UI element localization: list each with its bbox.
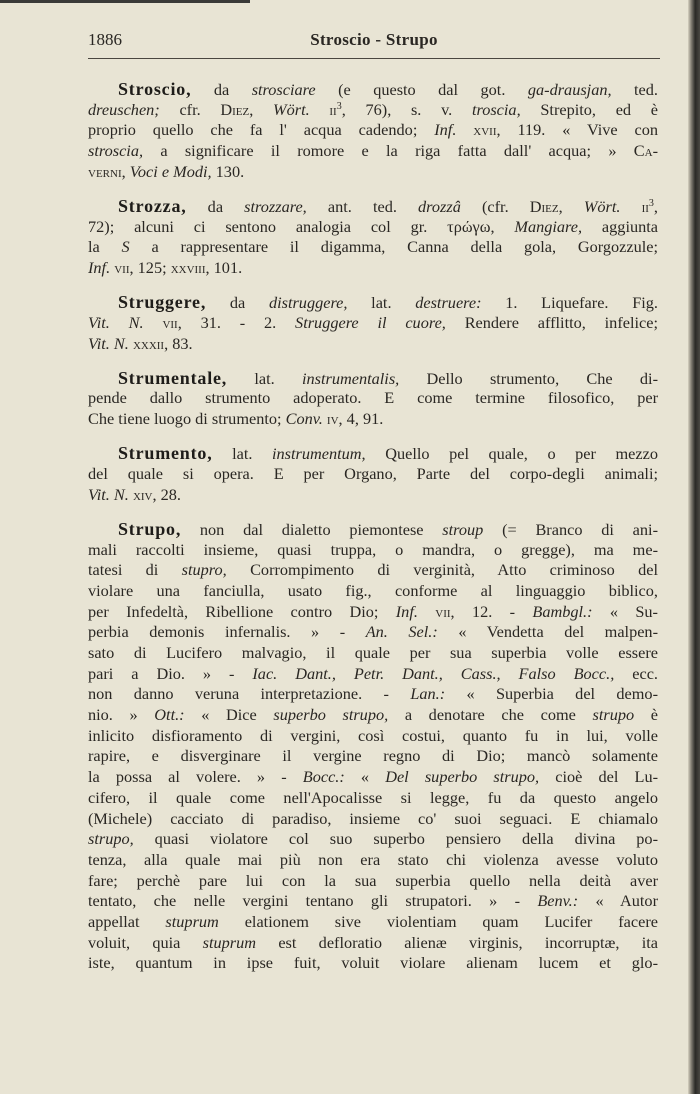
- entry-headword: Strupo,: [118, 518, 182, 539]
- text-line: [88, 850, 658, 871]
- italic-text: Inf.: [88, 258, 111, 277]
- text-line: [88, 443, 658, 464]
- text-run: la: [88, 237, 122, 257]
- italic-text: strupo: [592, 705, 635, 725]
- text-run: Quello pel quale, o per mezzo: [365, 444, 658, 464]
- text-run: rapire, e disverginare il vergine regno di Dio; mancò solamente: [88, 746, 658, 766]
- entry-headword: Strozza,: [118, 195, 187, 216]
- text-run: , 31. - 2.: [177, 312, 296, 332]
- text-run: cifero, il quale come nell'Apocalisse si legge, fu da questo angelo: [88, 787, 658, 807]
- entry-headword: Strumentale,: [118, 367, 228, 388]
- italic-text: Ott.:: [154, 705, 185, 725]
- text-run: a denotare che come: [388, 705, 593, 725]
- small-caps-text: iv: [326, 409, 339, 429]
- italic-text: Vit. N.: [88, 333, 129, 353]
- text-run: 1. Liquefare. Fig.: [481, 293, 658, 313]
- entry-strupo: [88, 519, 658, 974]
- text-line: [88, 684, 658, 705]
- small-caps-text: xxviii: [170, 258, 206, 277]
- scan-edge-mark: [0, 0, 250, 3]
- text-run: , 119. « Vive con: [496, 120, 658, 140]
- text-run: inlicito disfioramento di vergini, così costui, quanto fu in lui, volle: [88, 725, 658, 745]
- italic-text: Benv.:: [537, 891, 579, 911]
- italic-text: distruggere,: [268, 293, 348, 313]
- text-run: Dello strumento, Che di-: [399, 368, 658, 388]
- text-line: [88, 79, 658, 100]
- italic-text: Wört.: [273, 99, 310, 119]
- italic-text: Voci e Modi,: [129, 161, 212, 181]
- text-run: appellat: [88, 911, 166, 931]
- italic-text: destruere:: [415, 293, 482, 313]
- text-line: [88, 953, 658, 974]
- text-run: «: [344, 767, 386, 787]
- text-run: tentato, che nelle vergini tentano gli strupatori. » -: [88, 891, 538, 911]
- small-caps-text: Diez: [529, 196, 559, 216]
- text-run: (cfr.: [460, 196, 530, 216]
- entry-stroscio: [88, 79, 658, 182]
- text-line: [88, 162, 658, 183]
- text-run: pende dallo strumento adoperato. E come termine filosofico, per: [88, 388, 658, 408]
- small-caps-text: vii: [435, 601, 451, 621]
- entry-struggere: [88, 292, 658, 354]
- italic-text: instrumentum,: [272, 444, 366, 464]
- italic-text: troscia,: [471, 99, 521, 119]
- text-line: [88, 217, 658, 238]
- text-run: [144, 313, 163, 332]
- text-run: Che tiene luogo di strumento;: [88, 409, 286, 429]
- italic-text: instrumentalis,: [301, 368, 400, 388]
- text-line: [88, 313, 658, 334]
- text-line: [88, 368, 658, 389]
- text-run: lat.: [227, 368, 302, 388]
- small-caps-text: vii: [162, 312, 178, 332]
- text-run: mali raccolti insieme, quasi truppa, o mandra, o gregge), ma me-: [88, 539, 658, 559]
- text-line: [88, 485, 658, 506]
- text-line: [88, 100, 658, 121]
- text-run: (Michele) cacciato di paradiso, insieme co' suoi seguaci. E chiamalo: [88, 808, 658, 828]
- text-run: « Superbia del demo-: [445, 684, 658, 704]
- text-run: ecc.: [614, 663, 658, 683]
- text-run: per Infedeltà, Ribellione contro Dio;: [88, 601, 396, 621]
- small-caps-text: ii: [329, 99, 337, 119]
- text-run: fare; perchè pare lui con la sua superbia quello nella deità aver: [88, 870, 658, 890]
- text-run: [456, 120, 473, 139]
- text-line: [88, 388, 658, 409]
- text-line: [88, 464, 658, 485]
- italic-text: S: [121, 237, 130, 257]
- page-number: 1886: [88, 30, 122, 49]
- text-run: , 28.: [152, 484, 181, 504]
- text-run: da: [186, 196, 245, 216]
- text-run: 72); alcuni ci sentono analogia col gr. τρώγω,: [88, 216, 515, 236]
- small-caps-text: Diez: [220, 99, 250, 119]
- small-caps-text: vii: [114, 258, 130, 277]
- italic-text: stuprum: [202, 932, 257, 952]
- text-run: (e questo dal got.: [315, 80, 528, 99]
- text-line: [88, 622, 658, 643]
- text-run: voluit, quia: [88, 932, 203, 952]
- small-caps-text: xiv: [132, 484, 153, 504]
- small-caps-text: ii: [641, 196, 649, 216]
- italic-text: superbo strupo,: [273, 705, 389, 725]
- text-line: [88, 726, 658, 747]
- italic-text: Bocc.:: [302, 767, 345, 787]
- text-run: est defloratio alienæ virginis, incorruptæ, ita: [256, 932, 658, 952]
- text-run: lat.: [347, 293, 416, 313]
- text-run: (= Branco di ani-: [483, 519, 658, 539]
- text-run: « Autor: [578, 891, 658, 911]
- text-run: la possa al volere. » -: [88, 767, 303, 787]
- book-binding-edge: [688, 0, 700, 1094]
- italic-text: ga-drausjan,: [527, 80, 612, 99]
- text-run: è: [634, 705, 658, 725]
- text-run: cioè del Lu-: [539, 767, 658, 787]
- text-run: Rendere afflitto, infelice;: [445, 312, 658, 332]
- header-rule: [88, 58, 660, 59]
- text-run: [418, 602, 435, 621]
- italic-text: strupo,: [88, 829, 134, 849]
- dictionary-entries: [88, 79, 658, 988]
- text-run: ,: [121, 161, 130, 181]
- text-run: [620, 197, 641, 216]
- text-line: [88, 664, 658, 685]
- text-run: da: [191, 80, 252, 99]
- text-line: [88, 933, 658, 954]
- text-run: sato di Lucifero malvagio, il quale per sua superbia volle essere: [88, 643, 658, 662]
- entry-strozza: [88, 196, 658, 279]
- entry-strumento: [88, 443, 658, 505]
- text-run: aggiunta: [582, 216, 658, 236]
- small-caps-text: verni: [88, 161, 122, 181]
- text-line: [88, 196, 658, 217]
- text-run: del quale si opera. E per Organo, Parte del corpo-degli animali;: [88, 464, 658, 483]
- italic-text: Iac. Dant., Petr. Dant., Cass., Falso Bocc.,: [252, 663, 615, 683]
- italic-text: Lan.:: [410, 684, 446, 704]
- text-run: Strepito, ed è: [520, 99, 658, 119]
- italic-text: Conv.: [285, 409, 323, 429]
- text-run: elationem sive violentiam quam Lucifer facere: [218, 911, 658, 931]
- text-line: [88, 258, 658, 279]
- italic-text: Bambgl.:: [532, 601, 593, 621]
- text-line: [88, 809, 658, 830]
- italic-text: stupro,: [181, 560, 227, 580]
- superscript: 3: [336, 100, 342, 112]
- text-run: , 12. -: [450, 601, 533, 621]
- italic-text: strozzare,: [244, 196, 307, 216]
- text-line: [88, 540, 658, 561]
- text-run: [310, 100, 330, 119]
- text-run: « Vendetta del malpen-: [437, 622, 658, 642]
- text-run: « Dice: [184, 705, 274, 725]
- italic-text: An. Sel.:: [365, 622, 438, 642]
- text-run: non danno veruna interpretazione. -: [88, 684, 411, 704]
- text-run: ted.: [611, 80, 658, 99]
- small-caps-text: Ca-: [633, 141, 658, 161]
- text-run: cfr.: [159, 99, 221, 119]
- text-run: a significare il romore e la riga fatta dall' acqua; »: [143, 141, 634, 161]
- text-run: tenza, alla quale mai più non era stato chi violenza avesse voluto: [88, 849, 658, 869]
- entry-headword: Stroscio,: [118, 79, 192, 99]
- text-run: , 101.: [205, 258, 243, 277]
- italic-text: stroscia,: [88, 141, 144, 161]
- running-head: Stroscio - Strupo: [310, 30, 438, 49]
- italic-text: Wört.: [583, 196, 621, 216]
- text-line: [88, 871, 658, 892]
- text-run: ,: [249, 99, 274, 119]
- text-line: [88, 602, 658, 623]
- text-run: , 83.: [164, 333, 193, 353]
- text-line: [88, 891, 658, 912]
- text-line: [88, 746, 658, 767]
- text-run: da: [206, 293, 269, 313]
- text-run: 130.: [211, 161, 245, 181]
- italic-text: stuprum: [165, 911, 219, 931]
- italic-text: strosciare: [251, 80, 316, 99]
- text-run: ,: [653, 196, 658, 216]
- text-line: [88, 120, 658, 141]
- text-line: [88, 141, 658, 162]
- text-line: [88, 334, 658, 355]
- entry-headword: Struggere,: [118, 292, 207, 313]
- italic-text: Inf.: [434, 120, 457, 140]
- italic-text: Inf.: [395, 601, 418, 621]
- text-run: ,: [558, 196, 584, 216]
- text-line: [88, 581, 658, 602]
- text-line: [88, 237, 658, 258]
- italic-text: dreuschen;: [88, 99, 160, 119]
- text-line: [88, 705, 658, 726]
- text-run: , 125;: [129, 258, 171, 277]
- text-run: nio. »: [88, 705, 155, 725]
- entry-headword: Strumento,: [118, 443, 213, 464]
- italic-text: Mangiare,: [514, 216, 583, 236]
- text-line: [88, 767, 658, 788]
- text-line: [88, 292, 658, 313]
- text-line: [88, 643, 658, 664]
- text-line: [88, 560, 658, 581]
- text-run: « Su-: [592, 601, 658, 621]
- italic-text: Del superbo strupo,: [385, 767, 540, 787]
- text-run: ant. ted.: [306, 196, 419, 216]
- text-run: , 4, 91.: [338, 409, 384, 429]
- page-header: [88, 30, 660, 54]
- text-run: pari a Dio. » -: [88, 663, 253, 683]
- italic-text: drozzâ: [418, 196, 461, 216]
- text-run: perbia demonis infernalis. » -: [88, 622, 366, 642]
- entry-strumentale: [88, 368, 658, 430]
- text-run: proprio quello che fa l' acqua cadendo;: [88, 120, 435, 140]
- italic-text: Vit. N.: [88, 312, 144, 332]
- text-run: violare una fanciulla, usato fig., conforme al linguaggio biblico,: [88, 580, 658, 600]
- small-caps-text: xxxii: [132, 333, 165, 353]
- italic-text: stroup: [442, 519, 484, 539]
- italic-text: Struggere il cuore,: [295, 312, 446, 332]
- text-run: , 76), s. v.: [341, 99, 472, 119]
- text-run: lat.: [212, 444, 272, 464]
- text-line: [88, 788, 658, 809]
- text-run: a rappresentare il digamma, Canna della gola, Gorgozzule;: [129, 237, 658, 257]
- text-run: Corrompimento di verginità, Atto criminoso del: [226, 560, 658, 580]
- text-line: [88, 519, 658, 540]
- text-run: quasi violatore col suo superbo pensiero della divina po-: [133, 829, 658, 849]
- text-run: tatesi di: [88, 560, 182, 580]
- text-run: iste, quantum in ipse fuit, voluit violare alienam lucem et glo-: [88, 953, 658, 973]
- small-caps-text: xvii: [473, 120, 497, 140]
- text-line: [88, 912, 658, 933]
- text-line: [88, 409, 658, 430]
- text-line: [88, 829, 658, 850]
- superscript: 3: [648, 197, 654, 209]
- italic-text: Vit. N.: [88, 484, 129, 504]
- text-run: non dal dialetto piemontese: [181, 519, 443, 539]
